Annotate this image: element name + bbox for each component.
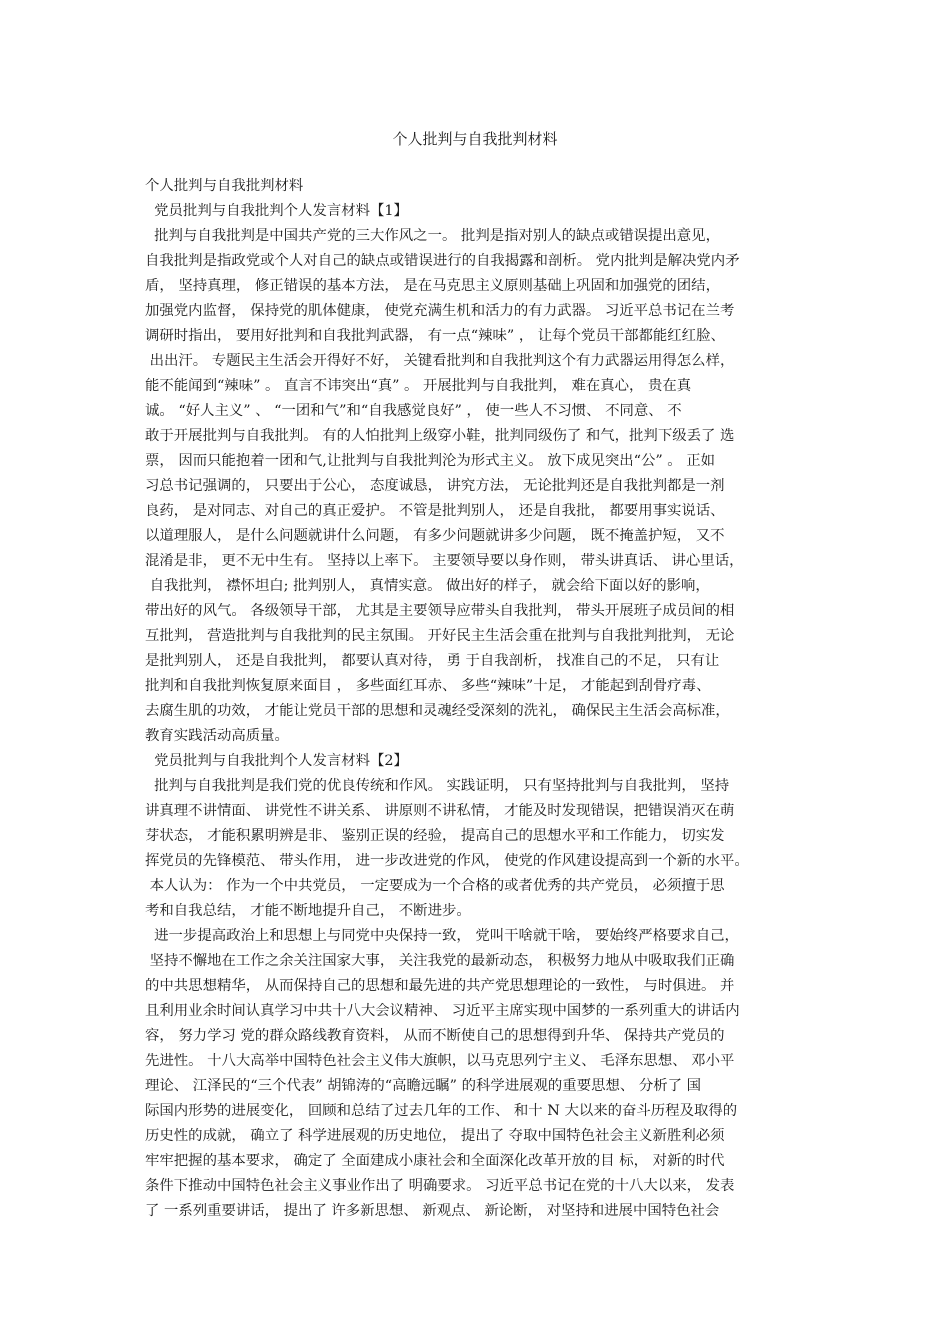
text-line: 的中共思想精华， 从而保持自己的思想和最先进的共产党思想理论的一致性， 与时俱进。 并 xyxy=(145,978,735,994)
text-line: 出出汗。 专题民主生活会开得好不好， 关键看批判和自我批判这个有力武器运用得怎么样， xyxy=(145,353,735,369)
text-line: 混淆是非， 更不无中生有。 坚持以上率下。 主要领导要以身作则， 带头讲真话、 讲心里话， xyxy=(145,553,744,569)
text-line: 自我批判是指政党或个人对自己的缺点或错误进行的自我揭露和剖析。 党内批判是解决党内矛 xyxy=(145,253,740,269)
text-line: 本人认为： 作为一个中共党员， 一定要成为一个合格的或者优秀的共产党员， 必须擅于思 xyxy=(145,878,725,894)
text-line: 去腐生肌的功效， 才能让党员干部的思想和灵魂经受深刻的洗礼， 确保民主生活会高标准， xyxy=(145,703,730,719)
text-line: 挥党员的先锋模范、 带头作用， 进一步改进党的作风， 使党的作风建设提高到一个新的水平。 xyxy=(145,853,749,869)
text-line: 盾， 坚持真理， 修正错误的基本方法， 是在马克思主义原则基础上巩固和加强党的团结， xyxy=(145,278,720,294)
text-line: 条件下推动中国特色社会主义事业作出了 明确要求。 习近平总书记在党的十八大以来， 发表 xyxy=(145,1178,735,1194)
text-line: 际国内形势的进展变化， 回顾和总结了过去几年的工作、 和十 N 大以来的奋斗历程及取得的 xyxy=(145,1103,738,1119)
text-line: 进一步提高政治上和思想上与同党中央保持一致， 党叫干啥就干啥， 要始终严格要求自己， xyxy=(145,928,739,944)
text-line: 考和自我总结， 才能不断地提升自己， 不断进步。 xyxy=(145,903,471,919)
text-line: 敢于开展批判与自我批判。 有的人怕批判上级穿小鞋，批判同级伤了 和气，批判下级丢了 选 xyxy=(145,428,735,444)
text-line: 习总书记强调的， 只要出于公心， 态度诚恳， 讲究方法， 无论批判还是自我批判都是一剂 xyxy=(145,478,725,494)
text-line: 且利用业余时间认真学习中共十八大会议精神、 习近平主席实现中国梦的一系列重大的讲话内 xyxy=(145,1003,740,1019)
text-line: 了 一系列重要讲话， 提出了 许多新思想、 新观点、 新论断， 对坚持和进展中国特色社会 xyxy=(145,1203,720,1219)
text-line: 党员批判与自我批判个人发言材料【2】 xyxy=(145,753,408,769)
text-line: 以道理服人， 是什么问题就讲什么问题， 有多少问题就讲多少问题， 既不掩盖护短， 又不 xyxy=(145,528,725,544)
text-line: 自我批判， 襟怀坦白; 批判别人， 真情实意。 做出好的样子， 就会给下面以好的影响， xyxy=(145,578,710,594)
text-line: 带出好的风气。 各级领导干部， 尤其是主要领导应带头自我批判， 带头开展班子成员间的相 xyxy=(145,603,735,619)
document-body xyxy=(145,174,820,1224)
text-line: 讲真理不讲情面、 讲党性不讲关系、 讲原则不讲私情， 才能及时发现错误，把错误消灭在萌 xyxy=(145,803,735,819)
text-line: 票， 因而只能抱着一团和气,让批判与自我批判沦为形式主义。 放下成见突出“公” 。 正如 xyxy=(145,453,716,469)
text-line: 党员批判与自我批判个人发言材料【1】 xyxy=(145,203,408,219)
text-line: 调研时指出， 要用好批判和自我批判武器， 有一点“辣味” ， 让每个党员干部都能红红脸、 xyxy=(145,328,725,344)
text-line: 良药， 是对同志、对自己的真正爱护。 不管是批判别人， 还是自我批， 都要用事实说话、 xyxy=(145,503,725,519)
text-line: 历史性的成就， 确立了 科学进展观的历史地位， 提出了 夺取中国特色社会主义新胜利必须 xyxy=(145,1128,725,1144)
text-line: 牢牢把握的基本要求， 确定了 全面建成小康社会和全面深化改革开放的目 标， 对新的时代 xyxy=(145,1153,725,1169)
text-line: 批判与自我批判是中国共产党的三大作风之一。 批判是指对别人的缺点或错误提出意见， xyxy=(145,228,720,244)
text-line: 互批判， 营造批判与自我批判的民主氛围。 开好民主生活会重在批判与自我批判批判， 无论 xyxy=(145,628,735,644)
document-title: 个人批判与自我批判材料 xyxy=(392,130,558,148)
text-line: 诚。 “好人主义” 、 “一团和气”和“自我感觉良好” ， 使一些人不习惯、 不同意、 不 xyxy=(145,403,682,419)
text-line: 芽状态， 才能积累明辨是非、 鉴别正误的经验， 提高自己的思想水平和工作能力， 切实发 xyxy=(145,828,725,844)
text-line: 容， 努力学习 党的群众路线教育资料， 从而不断使自己的思想得到升华、 保持共产党员的 xyxy=(145,1028,725,1044)
text-line: 理论、 江泽民的“三个代表” 胡锦涛的“高瞻远瞩” 的科学进展观的重要思想、 分析了 国 xyxy=(145,1078,701,1094)
text-line: 批判和自我批判恢复原来面目 ， 多些面红耳赤、 多些“辣味”十足， 才能起到刮骨疗毒、 xyxy=(145,678,711,694)
text-line: 批判与自我批判是我们党的优良传统和作风。 实践证明， 只有坚持批判与自我批判， 坚持 xyxy=(145,778,730,794)
text-line: 先进性。 十八大高举中国特色社会主义伟大旗帜，以马克思列宁主义、 毛泽东思想、 邓小平 xyxy=(145,1053,735,1069)
text-line: 个人批判与自我批判材料 xyxy=(145,178,304,194)
text-line: 教育实践活动高质量。 xyxy=(145,728,289,744)
text-line: 加强党内监督， 保持党的肌体健康， 使党充满生机和活力的有力武器。 习近平总书记在兰考 xyxy=(145,303,735,319)
text-line: 坚持不懈地在工作之余关注国家大事， 关注我党的最新动态， 积极努力地从中吸取我们正确 xyxy=(145,953,735,969)
text-line: 是批判别人， 还是自我批判， 都要认真对待， 勇 于自我剖析， 找准自己的不足， 只有让 xyxy=(145,653,720,669)
text-line: 能不能闻到“辣味” 。 直言不讳突出“真” 。 开展批判与自我批判， 难在真心， 贵在真 xyxy=(145,378,692,394)
